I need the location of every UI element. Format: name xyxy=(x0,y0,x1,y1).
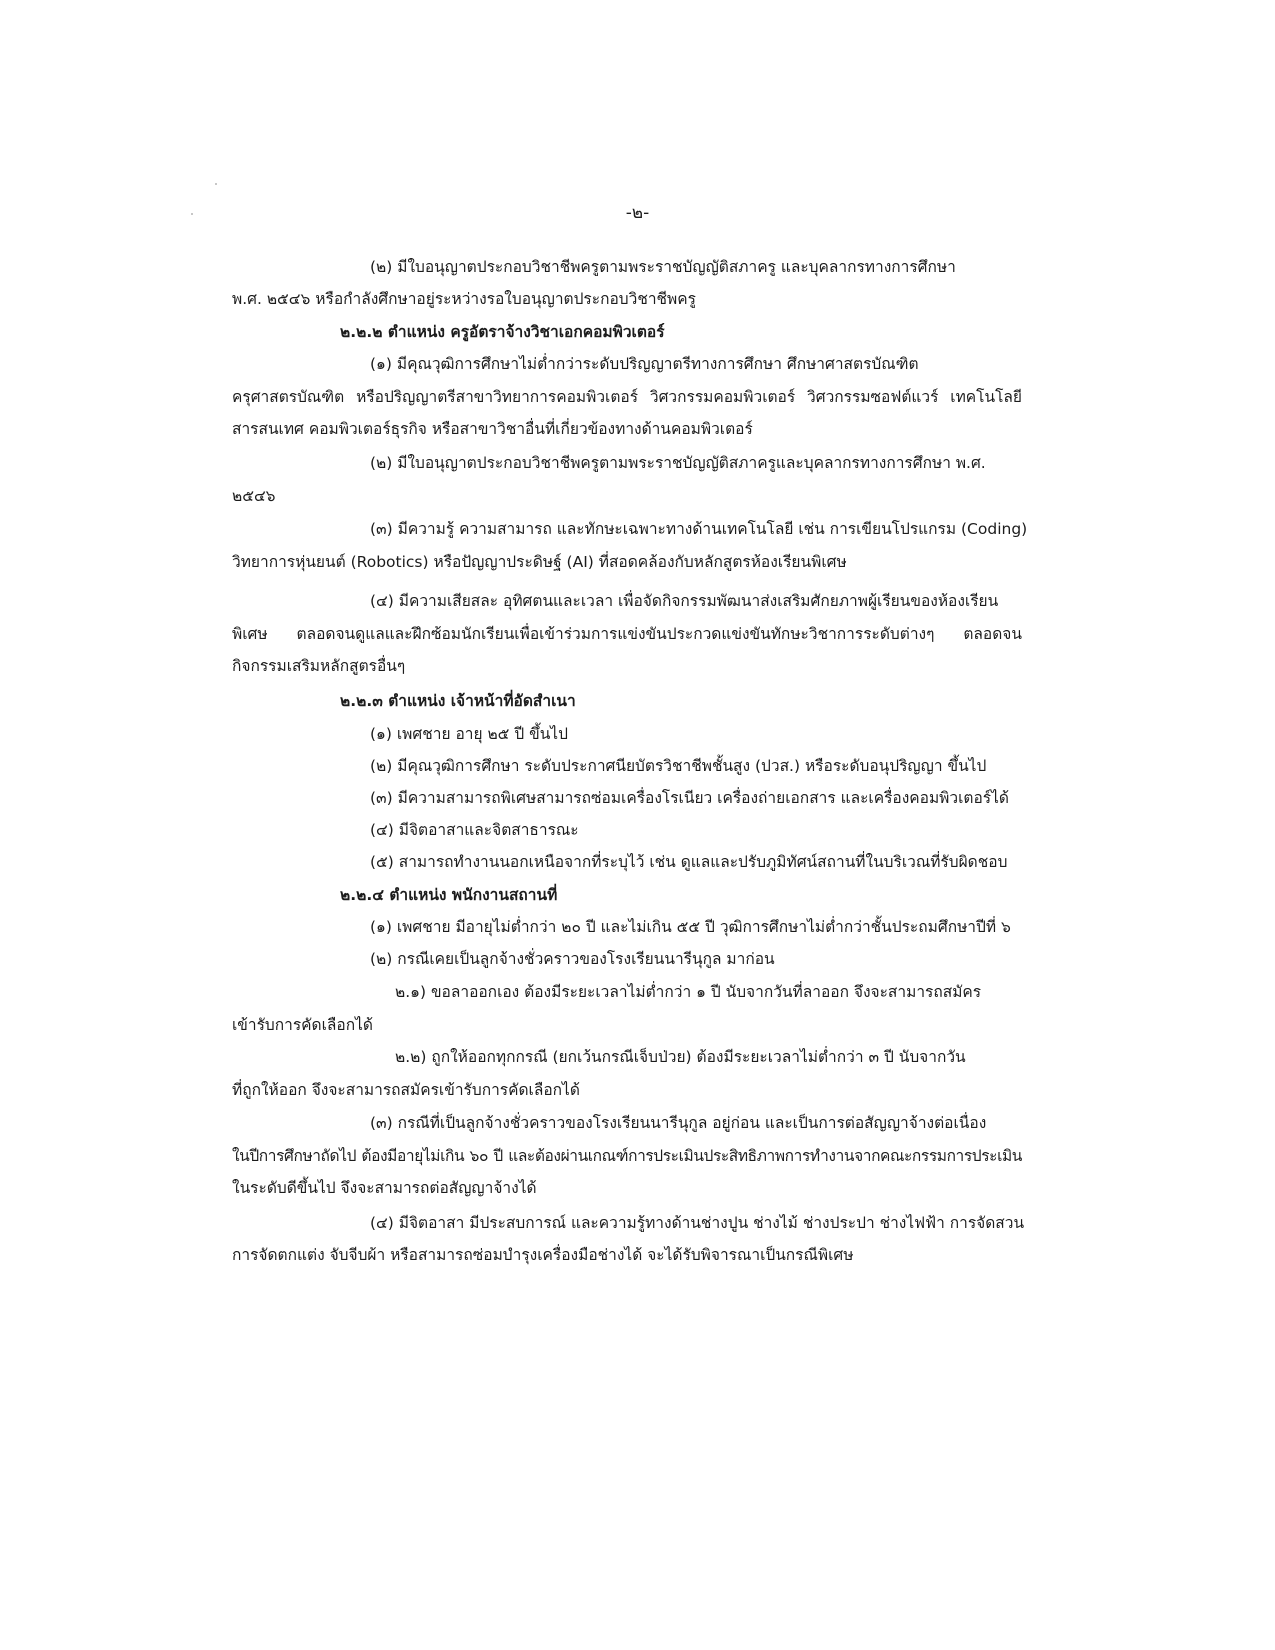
copy-staff-item-5: (๕) สามารถทำงานนอกเหนือจากที่ระบุไว้ เช่น ดูแลและปรับภูมิทัศน์สถานที่ในบริเวณที่รับผิดชอบ xyxy=(370,853,1008,871)
section-2-2-4-heading: ๒.๒.๔ ตำแหน่ง พนักงานสถานที่ xyxy=(340,886,558,904)
computer-teacher-item-1: (๑) มีคุณวุฒิการศึกษาไม่ต่ำกว่าระดับปริญญาตรีทางการศึกษา ศึกษาศาสตรบัณฑิต xyxy=(370,355,919,373)
computer-teacher-item-2: (๒) มีใบอนุญาตประกอบวิชาชีพครูตามพระราชบัญญัติสภาครูและบุคลากรทางการศึกษา พ.ศ. xyxy=(370,454,986,472)
section-2-2-3-heading: ๒.๒.๓ ตำแหน่ง เจ้าหน้าที่อัดสำเนา xyxy=(340,692,576,710)
item-2-teaching-license: (๒) มีใบอนุญาตประกอบวิชาชีพครูตามพระราชบัญญัติสภาครู และบุคลากรทางการศึกษา xyxy=(370,258,956,276)
janitor-item-3: (๓) กรณีที่เป็นลูกจ้างชั่วคราวของโรงเรียนนารีนุกูล อยู่ก่อน และเป็นการต่อสัญญาจ้างต่อเนื่อง xyxy=(370,1114,987,1132)
section-2-2-2-heading: ๒.๒.๒ ตำแหน่ง ครูอัตราจ้างวิชาเอกคอมพิวเตอร์ xyxy=(340,323,665,341)
computer-teacher-item-4-cont-2: กิจกรรมเสริมหลักสูตรอื่นๆ xyxy=(232,657,406,675)
janitor-item-2: (๒) กรณีเคยเป็นลูกจ้างชั่วคราวของโรงเรียนนารีนุกูล มาก่อน xyxy=(370,950,775,968)
computer-teacher-item-2-cont: ๒๕๔๖ xyxy=(232,487,276,505)
scan-speck xyxy=(215,183,217,185)
copy-staff-item-3: (๓) มีความสามารถพิเศษสามารถซ่อมเครื่องโรเนียว เครื่องถ่ายเอกสาร และเครื่องคอมพิวเตอร์ได้ xyxy=(370,789,1009,807)
computer-teacher-item-1-cont-1: ครุศาสตรบัณฑิต หรือปริญญาตรีสาขาวิทยาการคอมพิวเตอร์ วิศวกรรมคอมพิวเตอร์ วิศวกรรมซอฟต์แวร์ เทคโนโลยี xyxy=(232,388,1022,406)
janitor-item-3-cont-1: ในปีการศึกษาถัดไป ต้องมีอายุไม่เกิน ๖๐ ปี และต้องผ่านเกณฑ์การประเมินประสิทธิภาพการทำงานจากคณะกรรมการประเมิน xyxy=(232,1147,1022,1165)
janitor-item-2-1-cont: เข้ารับการคัดเลือกได้ xyxy=(232,1016,373,1034)
computer-teacher-item-3-cont: วิทยาการหุ่นยนต์ (Robotics) หรือปัญญาประดิษฐ์ (AI) ที่สอดคล้องกับหลักสูตรห้องเรียนพิเศษ xyxy=(232,553,847,571)
copy-staff-item-1: (๑) เพศชาย อายุ ๒๕ ปี ขึ้นไป xyxy=(370,725,568,743)
copy-staff-item-2: (๒) มีคุณวุฒิการศึกษา ระดับประกาศนียบัตรวิชาชีพชั้นสูง (ปวส.) หรือระดับอนุปริญญา ขึ้นไป xyxy=(370,757,987,775)
janitor-item-2-1: ๒.๑) ขอลาออกเอง ต้องมีระยะเวลาไม่ต่ำกว่า ๑ ปี นับจากวันที่ลาออก จึงจะสามารถสมัคร xyxy=(395,983,982,1001)
computer-teacher-item-1-cont-2: สารสนเทศ คอมพิวเตอร์ธุรกิจ หรือสาขาวิชาอื่นที่เกี่ยวข้องทางด้านคอมพิวเตอร์ xyxy=(232,420,753,438)
janitor-item-4: (๔) มีจิตอาสา มีประสบการณ์ และความรู้ทางด้านช่างปูน ช่างไม้ ช่างประปา ช่างไฟฟ้า การจัดสวน xyxy=(370,1214,1025,1232)
janitor-item-3-cont-2: ในระดับดีขึ้นไป จึงจะสามารถต่อสัญญาจ้างได้ xyxy=(232,1179,537,1197)
page-number: -๒- xyxy=(625,203,650,223)
computer-teacher-item-4-cont-1: พิเศษ ตลอดจนดูแลและฝึกซ้อมนักเรียนเพื่อเข้าร่วมการแข่งขันประกวดแข่งขันทักษะวิชาการระดับต่างๆ ตลอดจน xyxy=(232,625,1022,643)
janitor-item-4-cont: การจัดตกแต่ง จับจีบผ้า หรือสามารถซ่อมบำรุงเครื่องมือช่างได้ จะได้รับพิจารณาเป็นกรณีพิเศษ xyxy=(232,1246,854,1264)
copy-staff-item-4: (๔) มีจิตอาสาและจิตสาธารณะ xyxy=(370,821,579,839)
computer-teacher-item-4: (๔) มีความเสียสละ อุทิศตนและเวลา เพื่อจัดกิจกรรมพัฒนาส่งเสริมศักยภาพผู้เรียนของห้องเรียน xyxy=(370,592,999,610)
janitor-item-2-2-cont: ที่ถูกให้ออก จึงจะสามารถสมัครเข้ารับการคัดเลือกได้ xyxy=(232,1081,580,1099)
janitor-item-1: (๑) เพศชาย มีอายุไม่ต่ำกว่า ๒๐ ปี และไม่เกิน ๕๕ ปี วุฒิการศึกษาไม่ต่ำกว่าชั้นประถมศึกษาปีที่ ๖ xyxy=(370,918,1011,936)
computer-teacher-item-3: (๓) มีความรู้ ความสามารถ และทักษะเฉพาะทางด้านเทคโนโลยี เช่น การเขียนโปรแกรม (Coding) xyxy=(370,520,1028,538)
janitor-item-2-2: ๒.๒) ถูกให้ออกทุกกรณี (ยกเว้นกรณีเจ็บป่วย) ต้องมีระยะเวลาไม่ต่ำกว่า ๓ ปี นับจากวัน xyxy=(395,1048,966,1066)
item-2-continuation: พ.ศ. ๒๕๔๖ หรือกำลังศึกษาอยู่ระหว่างรอใบอนุญาตประกอบวิชาชีพครู xyxy=(232,290,696,308)
